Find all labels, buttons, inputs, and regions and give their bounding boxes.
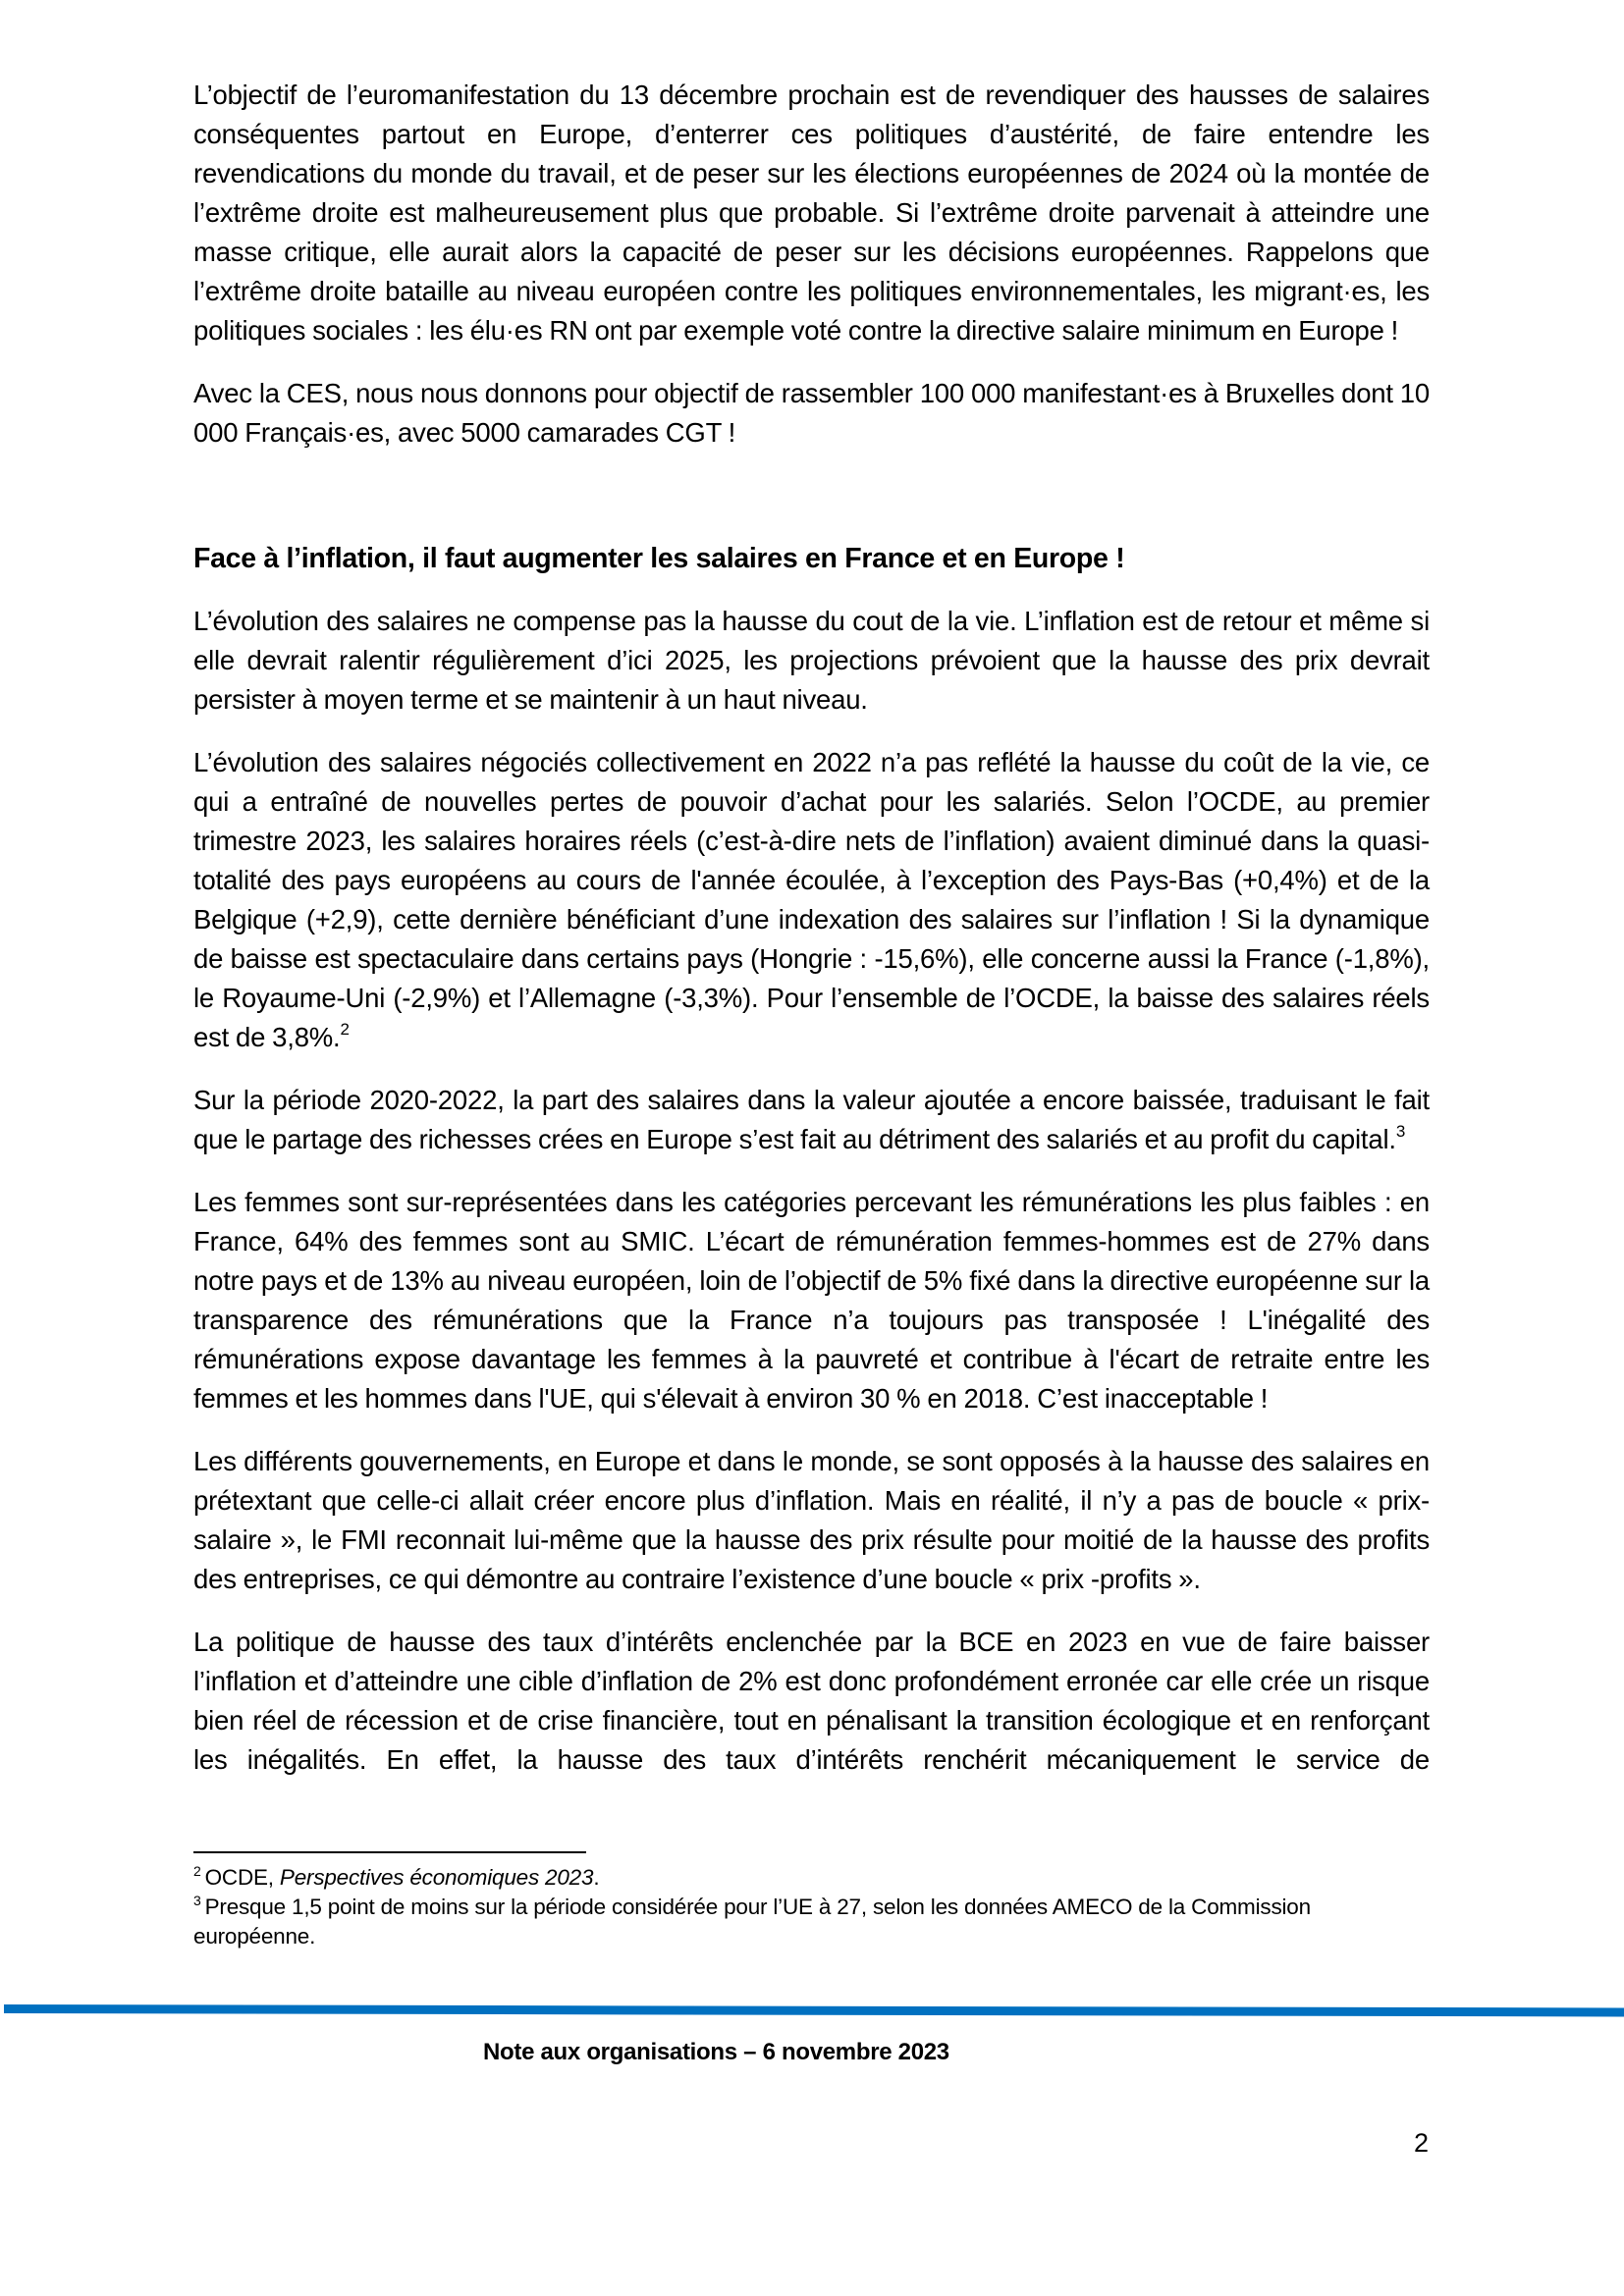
footnote-reference-2[interactable]: 2 [340,1020,350,1039]
paragraph-text: La politique de hausse des taux d’intérêts enclenchée par la BCE en 2023 en vue de faire baisser l’inflation et d’atteindre une cible d’inflation de 2% est donc profondément erronée car elle crée un risque bien réel de récession et de crise financière, tout en pénalisant la transition écologique et en renforçant les inégalités. En effet, la hausse des taux d’intérêts renchérit mécaniquement le service de [193,1627,1430,1775]
paragraph-text: L’objectif de l’euromanifestation du 13 décembre prochain est de revendiquer des hausses de salaires conséquentes partout en Europe, d’enterrer ces politiques d’austérité, de faire entendre les revendications du monde du travail, et de peser sur les élections européennes de 2024 où la montée de l’extrême droite est malheureusement plus que probable. Si l’extrême droite parvenait à atteindre une masse critique, elle aurait alors la capacité de peser sur les décisions européennes. Rappelons que l’extrême droite bataille au niveau européen contre les politiques environnementales, les migrant·es, les politiques sociales : les élu·es RN ont par exemple voté contre la directive salaire minimum en Europe ! [193,80,1430,346]
footnote-suffix: . [593,1865,600,1890]
footnote-2 [193,1863,1430,1893]
footnote-reference-3[interactable]: 3 [1395,1122,1406,1141]
section-heading: Face à l’inflation, il faut augmenter les salaires en France et en Europe ! [193,543,1125,574]
paragraph-ecb-rates [193,1623,1430,1780]
paragraph-ocde-wages [193,743,1430,1057]
empty-paragraph [193,476,1430,515]
footnote-number: 3 [193,1893,201,1908]
paragraph-price-profit-loop [193,1442,1430,1599]
footer-title: Note aux organisations – 6 novembre 2023 [483,2039,949,2065]
page-body [193,76,1430,1803]
footnote-separator [193,1851,586,1853]
paragraph-text: Les femmes sont sur-représentées dans les catégories percevant les rémunérations les plus faibles : en France, 64% des femmes sont au SMIC. L’écart de rémunération femmes-hommes est de 27% dans notre pays et de 13% au niveau européen, loin de l’objectif de 5% fixé dans la directive européenne sur la transparence des rémunérations que la France n’a toujours pas transposée ! L'inégalité des rémunérations expose davantage les femmes à la pauvreté et contribue à l'écart de retraite entre les femmes et les hommes dans l'UE, qui s'élevait à environ 30 % en 2018. C’est inacceptable ! [193,1187,1430,1414]
paragraph-text: L’évolution des salaires ne compense pas la hausse du cout de la vie. L’inflation est de retour et même si elle devrait ralentir régulièrement d’ici 2025, les projections prévoient que la hausse des prix devrait persister à moyen terme et se maintenir à un haut niveau. [193,606,1430,715]
paragraph-women-pay-gap [193,1183,1430,1418]
footnote-publication-title: Perspectives économiques 2023 [279,1865,594,1890]
paragraph-text: Avec la CES, nous nous donnons pour objectif de rassembler 100 000 manifestant·es à Bruxelles dont 10 000 Français·es, avec 5000 camarades CGT ! [193,378,1430,448]
paragraph-euromanifestation [193,76,1430,350]
footnotes [193,1863,1430,1951]
paragraph-text: L’évolution des salaires négociés collectivement en 2022 n’a pas reflété la hausse du coût de la vie, ce qui a entraîné de nouvelles pertes de pouvoir d’achat pour les salariés. Selon l’OCDE, au premier trimestre 2023, les salaires horaires réels (c’est-à-dire nets de l’inflation) avaient diminué dans la quasi-totalité des pays européens au cours de l'année écoulée, à l’exception des Pays-Bas (+0,4%) et de la Belgique (+2,9), cette dernière bénéficiant d’une indexation des salaires sur l’inflation ! Si la dynamique de baisse est spectaculaire dans certains pays (Hongrie : -15,6%), elle concerne aussi la France (-1,8%), le Royaume-Uni (-2,9%) et l’Allemagne (-3,3%). Pour l’ensemble de l’OCDE, la baisse des salaires réels est de 3,8%. [193,747,1430,1052]
paragraph-text: Les différents gouvernements, en Europe et dans le monde, se sont opposés à la hausse des salaires en prétextant que celle-ci allait créer encore plus d’inflation. Mais en réalité, il n’y a pas de boucle « prix-salaire », le FMI reconnait lui-même que la hausse des prix résulte pour moitié de la hausse des profits des entreprises, ce qui démontre au contraire l’existence d’une boucle « prix -profits ». [193,1446,1430,1594]
footnote-prefix: OCDE, [204,1865,280,1890]
footnote-3 [193,1893,1430,1951]
footnote-number: 2 [193,1863,201,1879]
paragraph-text: Sur la période 2020-2022, la part des salaires dans la valeur ajoutée a encore baissée, traduisant le fait que le partage des richesses crées en Europe s’est fait au détriment des salariés et au profit du capital. [193,1085,1430,1154]
footnote-text: Presque 1,5 point de moins sur la période considérée pour l’UE à 27, selon les données AMECO de la Commission européenne. [193,1895,1311,1949]
page-number: 2 [1414,2128,1430,2158]
paragraph-wage-share [193,1081,1430,1159]
paragraph-ces-objective [193,374,1430,453]
paragraph-inflation [193,602,1430,720]
footer-rule [4,2004,1624,2016]
